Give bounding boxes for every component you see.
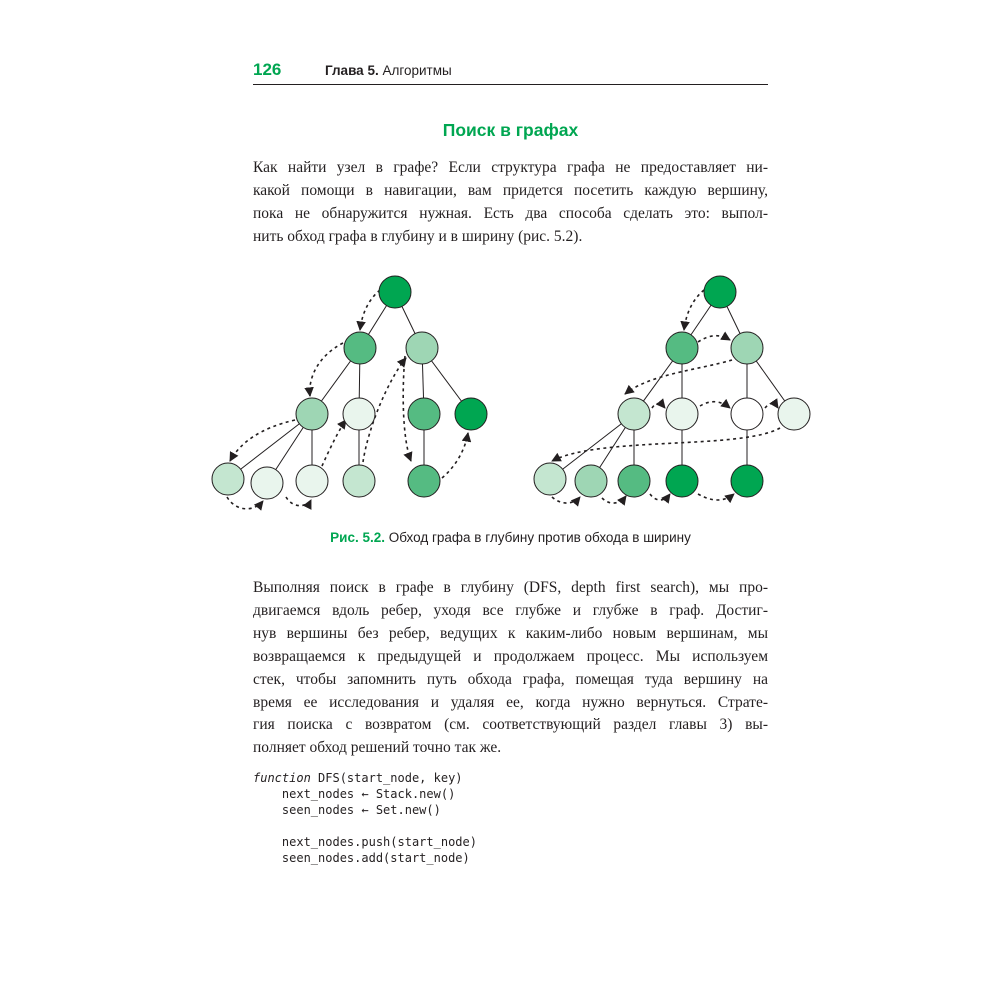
graph-node bbox=[666, 465, 698, 497]
text-line: двигаемся вдоль ребер, уходя все глубже и глубже в граф. Достиг- bbox=[253, 601, 768, 619]
graph-node bbox=[666, 332, 698, 364]
dfs-paragraph bbox=[253, 577, 768, 760]
graph-node bbox=[455, 398, 487, 430]
text-line: возвращаемся к предыдущей и продолжаем процесс. Мы используем bbox=[253, 647, 768, 665]
page-number: 126 bbox=[253, 60, 282, 79]
graph-node bbox=[731, 332, 763, 364]
graph-node bbox=[575, 465, 607, 497]
graph-node bbox=[212, 463, 244, 495]
text-line: нить обход графа в глубину и в ширину (рис. 5.2). bbox=[253, 227, 583, 245]
running-header bbox=[253, 58, 768, 85]
code-line bbox=[253, 770, 768, 786]
text-line: пока не обнаружится нужная. Есть два способа сделать это: выпол- bbox=[253, 204, 768, 222]
code-line: next_nodes ← Stack.new() bbox=[253, 787, 456, 801]
text-line: гия поиска с возвратом (см. соответствующий раздел главы 3) вы- bbox=[253, 716, 768, 734]
code-line bbox=[253, 818, 768, 834]
figure-caption bbox=[253, 530, 768, 545]
code-line: seen_nodes.add(start_node) bbox=[253, 851, 470, 865]
graph-node bbox=[618, 398, 650, 430]
graph-node bbox=[778, 398, 810, 430]
code-line: next_nodes.push(start_node) bbox=[253, 835, 477, 849]
graph-node bbox=[343, 465, 375, 497]
dfs-nodes bbox=[212, 276, 487, 499]
code-keyword: function bbox=[253, 771, 311, 785]
bfs-nodes bbox=[534, 276, 810, 497]
text-line: время ее исследования и удаляя ее, когда нужно вернуться. Страте- bbox=[253, 693, 768, 711]
graph-node bbox=[343, 398, 375, 430]
graph-node bbox=[666, 398, 698, 430]
text-line: полняет обход решений точно так же. bbox=[253, 739, 502, 757]
graph-node bbox=[704, 276, 736, 308]
graph-node bbox=[296, 398, 328, 430]
graph-node bbox=[296, 465, 328, 497]
graph-node bbox=[731, 398, 763, 430]
graph-node bbox=[406, 332, 438, 364]
code-line: seen_nodes ← Set.new() bbox=[253, 803, 441, 817]
code-signature: DFS(start_node, key) bbox=[310, 771, 463, 785]
graph-node bbox=[251, 467, 283, 499]
caption-label: Рис. 5.2. bbox=[330, 530, 385, 545]
graph-node bbox=[379, 276, 411, 308]
code-block bbox=[253, 770, 768, 866]
graph-node bbox=[408, 465, 440, 497]
graph-traversal-figure bbox=[200, 268, 820, 518]
text-line: какой помощи в навигации, вам придется посетить каждую вершину, bbox=[253, 181, 768, 199]
dfs-tree bbox=[212, 276, 487, 509]
graph-node bbox=[408, 398, 440, 430]
chapter-name: Алгоритмы bbox=[382, 63, 452, 78]
dfs-edges bbox=[228, 292, 471, 483]
intro-paragraph bbox=[253, 157, 768, 249]
text-line: Как найти узел в графе? Если структура графа не предоставляет ни- bbox=[253, 159, 768, 176]
graph-node bbox=[618, 465, 650, 497]
chapter-label: Глава 5. bbox=[325, 63, 379, 78]
caption-text: Обход графа в глубину против обхода в ширину bbox=[388, 530, 691, 545]
section-title: Поиск в графах bbox=[442, 120, 579, 140]
bfs-tree bbox=[534, 276, 810, 503]
text-line: Выполняя поиск в графе в глубину (DFS, depth first search), мы про- bbox=[253, 579, 768, 596]
graph-node bbox=[344, 332, 376, 364]
bfs-edges bbox=[550, 292, 794, 481]
chapter-title bbox=[325, 63, 452, 78]
graph-node bbox=[534, 463, 566, 495]
text-line: нув вершины без ребер, ведущих к каким-либо новым вершинам, мы bbox=[253, 624, 768, 642]
text-line: стек, чтобы запомнить путь обхода графа, помещая туда вершину на bbox=[253, 670, 768, 688]
graph-node bbox=[731, 465, 763, 497]
